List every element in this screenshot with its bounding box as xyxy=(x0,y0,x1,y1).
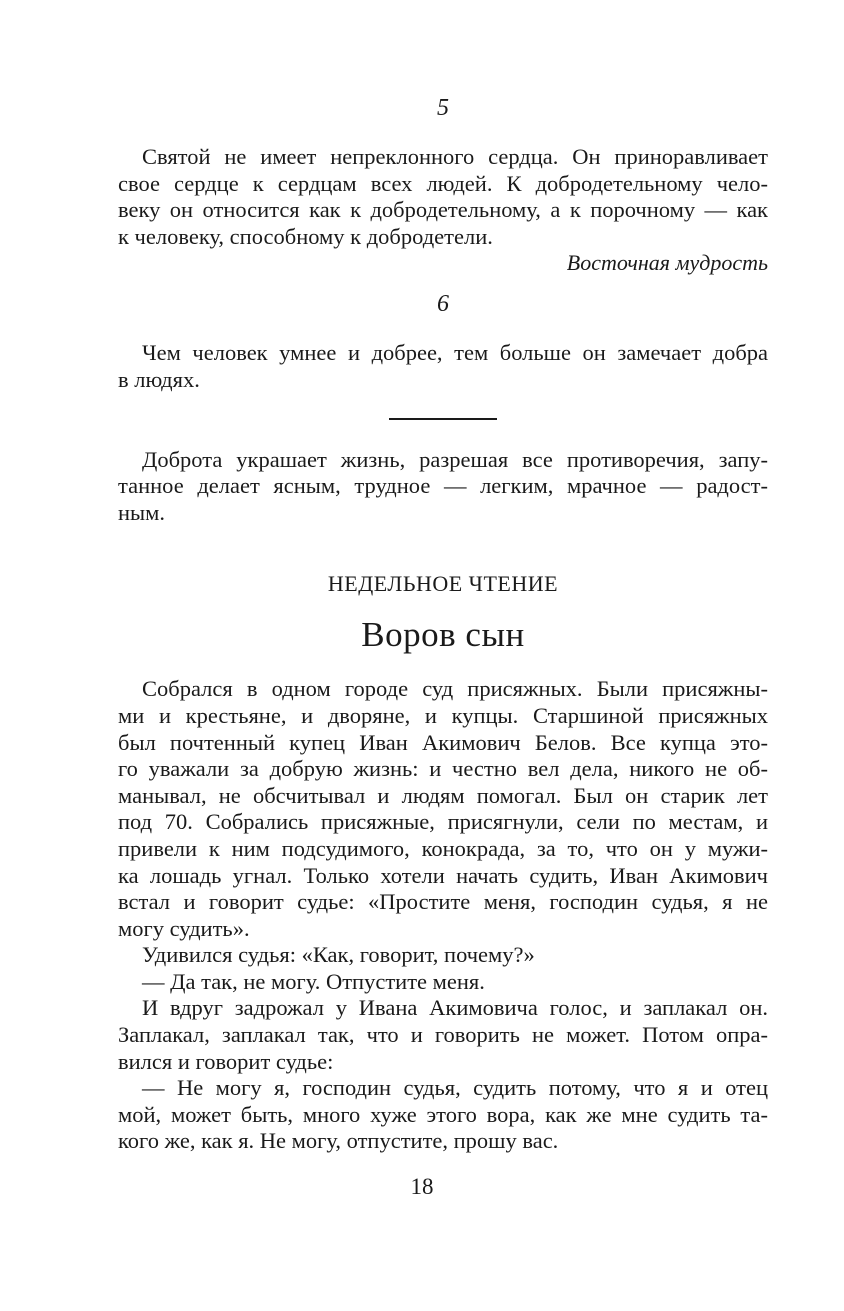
text-line: Собрался в одном городе суд присяжных. Были присяжны- xyxy=(142,676,768,702)
story-paragraph xyxy=(118,1075,768,1155)
text-line: кого же, как я. Не могу, отпустите, прошу вас. xyxy=(118,1128,559,1154)
text-line: могу судить». xyxy=(118,915,250,941)
text-line: под 70. Собрались присяжные, присягнули, сели по местам, и xyxy=(118,809,768,835)
story-paragraph xyxy=(118,676,768,942)
attribution: Восточная мудрость xyxy=(566,250,768,276)
page-number: 18 xyxy=(410,1174,434,1199)
summary-paragraph xyxy=(118,447,768,527)
text-line: И вдруг задрожал у Ивана Акимовича голос, и заплакал он. xyxy=(142,995,768,1021)
story-text xyxy=(118,676,768,1155)
text-line: — Не могу я, господин судья, судить потому, что я и отец xyxy=(142,1075,768,1101)
text-line: к человеку, способному к добродетели. xyxy=(118,223,493,249)
page-body xyxy=(118,94,768,1155)
text-line: привели к ним подсудимого, конокрада, за то, что он у мужи- xyxy=(118,835,768,861)
text-line: встал и говорит судье: «Простите меня, господин судья, я не xyxy=(118,889,768,915)
text-line: ка лошадь угнал. Только хотели начать судить, Иван Акимович xyxy=(118,862,768,888)
weekly-reading-label: НЕДЕЛЬНОЕ ЧТЕНИЕ xyxy=(327,571,559,597)
text-line: Чем человек умнее и добрее, тем больше он замечает добра xyxy=(142,340,768,366)
story-paragraph xyxy=(118,995,768,1075)
story-paragraph xyxy=(118,942,768,969)
text-line: ным. xyxy=(118,499,166,525)
text-line: — Да так, не могу. Отпустите меня. xyxy=(142,968,485,994)
text-line: мой, может быть, много хуже этого вора, как же мне судить та- xyxy=(118,1101,768,1127)
story-title: Воров сын xyxy=(361,615,525,655)
text-line: вился и говорит судье: xyxy=(118,1048,334,1074)
text-line: Удивился судья: «Как, говорит, почему?» xyxy=(142,942,535,968)
text-line: го уважали за добрую жизнь: и честно вел дела, никого не об- xyxy=(118,756,768,782)
section-number-5: 5 xyxy=(437,95,449,121)
section-6-paragraph xyxy=(118,340,768,393)
text-line: свое сердце к сердцам всех людей. К добродетельному чело- xyxy=(118,170,768,196)
text-line: танное делает ясным, трудное — легким, мрачное — радост- xyxy=(118,473,768,499)
story-paragraph xyxy=(118,969,768,996)
text-line: Доброта украшает жизнь, разрешая все противоречия, запу- xyxy=(142,446,768,472)
text-line: манывал, не обсчитывал и людям помогал. Был он старик лет xyxy=(118,782,768,808)
text-line: ми и крестьяне, и дворяне, и купцы. Старшиной присяжных xyxy=(118,702,768,728)
text-line: Заплакал, заплакал так, что и говорить не может. Потом опра- xyxy=(118,1022,768,1048)
text-line: в людях. xyxy=(118,366,200,392)
text-line: веку он относится как к добродетельному, а к порочному — как xyxy=(118,197,768,223)
text-line: Святой не имеет непреклонного сердца. Он приноравливает xyxy=(142,144,768,169)
section-number-6: 6 xyxy=(437,291,449,318)
text-line: был почтенный купец Иван Акимович Белов. Все купца это- xyxy=(118,729,768,755)
section-5-paragraph xyxy=(118,144,768,250)
